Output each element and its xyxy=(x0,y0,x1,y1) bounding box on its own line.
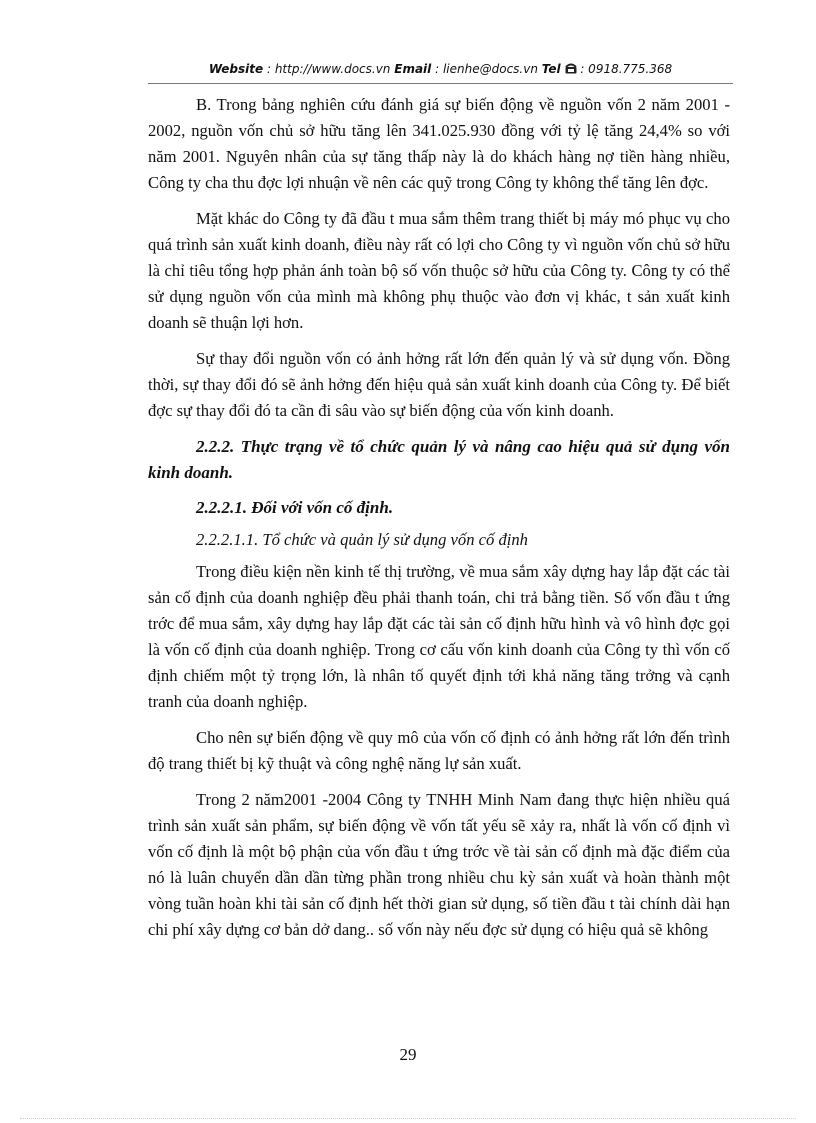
paragraph: Mặt khác do Công ty đã đầu t mua sắm thêm trang thiết bị máy mó phục vụ cho quá trình sản xuất kinh doanh, điều này rất có lợi cho Công ty vì nguồn vốn chủ sở hữu là chỉ tiêu tổng hợp phản ánh toàn bộ số vốn thuộc sở hữu của Công ty. Công ty có thể sử dụng nguồn vốn của mình mà không phụ thuộc vào đơn vị khác, t sản xuất kinh doanh sẽ thuận lợi hơn. xyxy=(148,209,730,332)
page-bottom-border xyxy=(20,1118,796,1119)
page-body xyxy=(148,92,730,953)
phone-icon xyxy=(565,62,581,76)
paragraph: Trong điều kiện nền kinh tế thị trường, về mua sắm xây dựng hay lắp đặt các tài sản cố định của doanh nghiệp đều phải thanh toán, chi trả bằng tiền. Số vốn đầu t ứng trớc để mua sắm, xây dựng hay lắp đặt các tài sản cố định hữu hình và vô hình đợc gọi là vốn cố định của doanh nghiệp. Trong cơ cấu vốn kinh doanh của Công ty thì vốn cố định chiếm một tỷ trọng lớn, là nhân tố quyết định tới khả năng tăng trởng và cạnh tranh của doanh nghiệp. xyxy=(148,562,730,711)
paragraph: Cho nên sự biến động về quy mô của vốn cố định có ảnh hởng rất lớn đến trình độ trang thiết bị kỹ thuật và công nghệ năng lự sản xuất. xyxy=(148,728,730,773)
tel-label: Tel xyxy=(541,62,561,76)
email-label: Email xyxy=(394,62,432,76)
header-divider xyxy=(148,83,733,84)
paragraph: Trong 2 năm2001 -2004 Công ty TNHH Minh Nam đang thực hiện nhiều quá trình sản xuất sản phẩm, sự biến động về vốn tất yếu sẽ xảy ra, nhất là vốn cố định vì vốn cố định là một bộ phận của vốn đầu t ứng trớc về tài sản cố định mà đặc điểm của nó là luân chuyển dần dần từng phần trong nhiều chu kỳ sản xuất và hoàn thành một vòng tuần hoàn khi tài sản cố định hết thời gian sử dụng, số tiền đầu t tài chính dài hạn chi phí xây dựng cơ bản dở dang.. số vốn này nếu đợc sử dụng có hiệu quả sẽ không xyxy=(148,790,730,939)
page-number: 29 xyxy=(399,1045,417,1064)
website-value: : http://www.docs.vn xyxy=(266,62,391,76)
subsection-heading: 2.2.2.1. Đối với vốn cố định. xyxy=(196,498,394,517)
tel-value: : 0918.775.368 xyxy=(580,62,673,76)
subsubsection-heading: 2.2.2.1.1. Tổ chức và quản lý sử dụng vốn cố định xyxy=(196,530,528,549)
paragraph: Sự thay đổi nguồn vốn có ảnh hởng rất lớn đến quản lý và sử dụng vốn. Đồng thời, sự thay đổi đó sẽ ảnh hởng đến hiệu quả sản xuất kinh doanh của Công ty. Để biết đợc sự thay đổi đó ta cần đi sâu vào sự biến động của vốn kinh doanh. xyxy=(148,349,730,420)
section-heading: 2.2.2. Thực trạng về tổ chức quản lý và nâng cao hiệu quả sử dụng vốn kinh doanh. xyxy=(148,437,730,482)
page-header xyxy=(148,62,733,76)
website-label: Website xyxy=(208,62,264,76)
email-value: : lienhe@docs.vn xyxy=(435,62,538,76)
paragraph: B. Trong bảng nghiên cứu đánh giá sự biến động về nguồn vốn 2 năm 2001 - 2002, nguồn vốn chủ sở hữu tăng lên 341.025.930 đồng với tỷ lệ tăng 24,4% so với năm 2001. Nguyên nhân của sự tăng thấp này là do khách hàng nợ tiền hàng nhiều, Công ty cha thu đợc lợi nhuận về nên các quỹ trong Công ty không thể tăng lên đợc. xyxy=(148,95,730,192)
